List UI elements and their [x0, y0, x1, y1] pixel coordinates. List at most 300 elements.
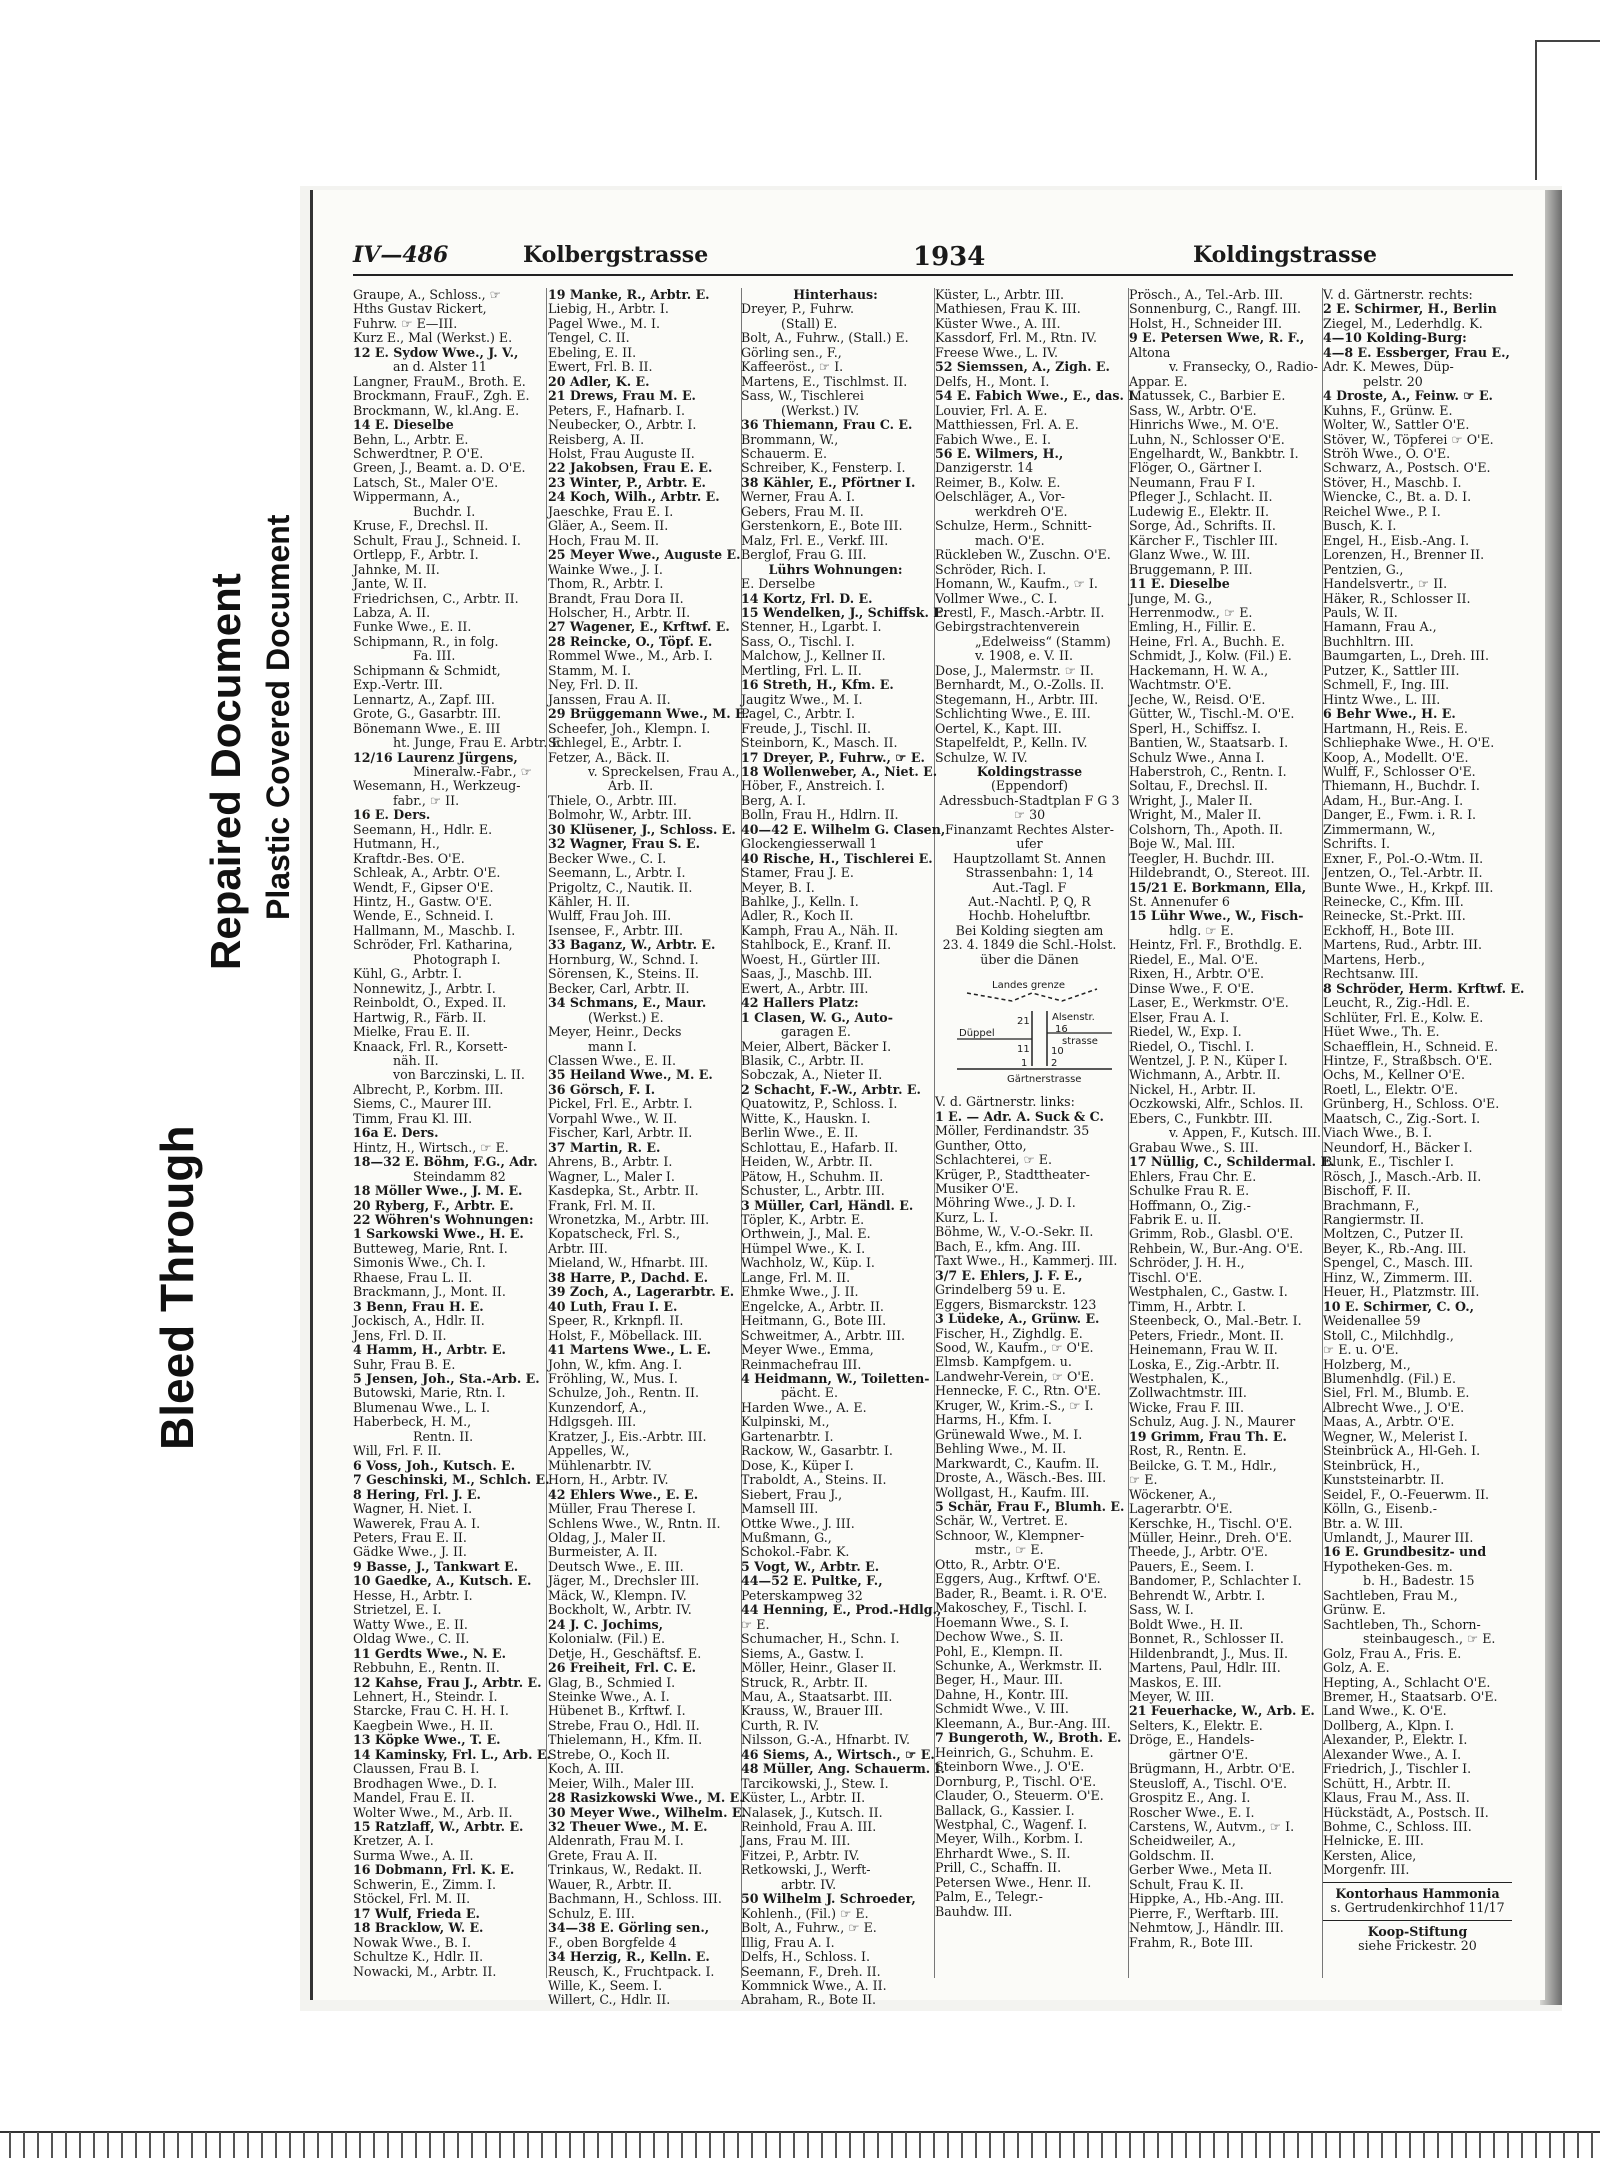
- directory-entry: Kuhns, F., Grünw. E.: [1323, 402, 1453, 418]
- right-street-title: Koldingstrasse: [1193, 242, 1377, 268]
- directory-entry: 23. 4. 1849 die Schl.-Holst.: [942, 937, 1117, 953]
- directory-entry: Langner, FrauM., Broth. E.: [353, 373, 526, 389]
- directory-entry: Pierre, F., Werftarb. III.: [1129, 1905, 1279, 1921]
- directory-entry: 48 Müller, Ang. Schauerm. I.: [741, 1761, 945, 1777]
- directory-entry: 35 Heiland Wwe., M. E.: [548, 1067, 713, 1083]
- directory-entry: b. H., Badestr. 15: [1363, 1573, 1475, 1589]
- directory-entry: Blumenau Wwe., L. I.: [353, 1399, 491, 1415]
- directory-entry: Fitzei, P., Arbtr. IV.: [741, 1847, 860, 1863]
- directory-entry: Mußmann, G.,: [741, 1529, 832, 1545]
- directory-entry: Holzberg, M.,: [1323, 1356, 1411, 1372]
- directory-entry: Oldag Wwe., C. II.: [353, 1631, 470, 1647]
- directory-entry: Rost, R., Rentn. E.: [1129, 1443, 1247, 1459]
- map-label: 16: [1055, 1024, 1068, 1036]
- directory-entry: Bahlke, J., Kelln. I.: [741, 894, 859, 910]
- directory-entry: Loska, E., Zig.-Arbtr. II.: [1129, 1356, 1280, 1372]
- directory-entry: Bader, R., Beamt. i. R. O'E.: [935, 1585, 1108, 1601]
- directory-entry: Green, J., Beamt. a. D. O'E.: [353, 460, 526, 476]
- directory-entry: Kaegbein Wwe., H. II.: [353, 1717, 494, 1733]
- directory-entry: Retkowski, J., Werft-: [741, 1862, 871, 1878]
- directory-entry: 20 Ryberg, F., Arbtr. E.: [353, 1197, 514, 1213]
- directory-entry: Westphalen, C., Gastw. I.: [1129, 1284, 1288, 1300]
- directory-entry: Rösch, J., Masch.-Arb. II.: [1323, 1168, 1482, 1184]
- directory-entry: Rommel Wwe., M., Arb. I.: [548, 648, 713, 664]
- directory-entry: Aut.-Tagl. F: [992, 879, 1067, 895]
- directory-entry: Fabrik E. u. II.: [1129, 1212, 1222, 1227]
- directory-entry: Aldenrath, Frau M. I.: [548, 1833, 684, 1849]
- directory-entry: Hinz, W., Zimmerm. III.: [1323, 1269, 1473, 1285]
- directory-entry: 3 Müller, Carl, Händl. E.: [741, 1197, 914, 1213]
- directory-entry: Pfleger J., Schlacht. II.: [1129, 489, 1273, 505]
- directory-entry: Stöckel, Frl. M. II.: [353, 1891, 471, 1907]
- directory-entry: Funke Wwe., E. II.: [353, 619, 472, 635]
- directory-entry: Meyer, W. III.: [1129, 1688, 1215, 1704]
- directory-entry: hdlg. ☞ E.: [1169, 922, 1234, 938]
- directory-entry: Seemann, H., Hdlr. E.: [353, 821, 493, 837]
- directory-entry: Schuster, L., Arbtr. III.: [741, 1183, 885, 1199]
- directory-entry: Mandel, Frau E. II.: [353, 1790, 475, 1806]
- directory-entry: Curth, R. IV.: [741, 1717, 820, 1733]
- directory-entry: Goldschm. II.: [1129, 1847, 1215, 1863]
- directory-entry: Holst, H., Schneider III.: [1129, 315, 1282, 331]
- directory-entry: Engelcke, A., Arbtr. II.: [741, 1298, 884, 1314]
- directory-entry: gärtner O'E.: [1169, 1746, 1249, 1762]
- directory-entry: Grote, G., Gasarbtr. III.: [353, 706, 502, 722]
- directory-entry: Bönemann Wwe., E. III: [353, 720, 501, 736]
- directory-entry: Wolter, W., Sattler O'E.: [1323, 417, 1470, 433]
- directory-entry: Exp.-Vertr. III.: [353, 677, 443, 693]
- directory-entry: Reinboldt, O., Exped. II.: [353, 995, 507, 1011]
- directory-entry: Laser, E., Werkmstr. O'E.: [1129, 995, 1289, 1011]
- directory-entry: 4—10 Kolding-Burg:: [1323, 330, 1467, 346]
- directory-entry: 30 Meyer Wwe., Wilhelm. E.: [548, 1804, 746, 1820]
- directory-entry: Blasik, C., Arbtr. II.: [741, 1053, 864, 1069]
- directory-entry: Wendt, F., Gipser O'E.: [353, 879, 494, 895]
- directory-entry: Bolmohr, W., Arbtr. III.: [548, 807, 692, 823]
- directory-entry: Behling Wwe., M. II.: [935, 1441, 1067, 1457]
- directory-entry: Kolonialw. (Fil.) E.: [548, 1631, 666, 1647]
- directory-entry: Heinemann, Frau W. II.: [1129, 1342, 1278, 1358]
- directory-entry: Droste, A., Wäsch.-Bes. III.: [935, 1470, 1107, 1486]
- directory-entry: Umlandt, J., Maurer III.: [1323, 1529, 1474, 1545]
- directory-entry: Viach Wwe., B. I.: [1323, 1125, 1433, 1141]
- directory-entry: Carstens, W., Autvm., ☞ I.: [1129, 1819, 1295, 1835]
- directory-entry: Mau, A., Staatsarbt. III.: [741, 1688, 893, 1704]
- directory-entry: Reinhold, Frau A. III.: [741, 1819, 877, 1835]
- directory-entry: Steusloff, A., Tischl. O'E.: [1129, 1775, 1288, 1791]
- directory-entry: Peters, Frau E. II.: [353, 1529, 467, 1545]
- directory-entry: Töpler, K., Arbtr. E.: [741, 1212, 865, 1227]
- directory-entry: Roscher Wwe., E. I.: [1129, 1804, 1255, 1820]
- directory-entry: Sobczak, A., Nieter II.: [741, 1067, 883, 1083]
- directory-entry: Aut.-Nachtl. P, Q, R: [968, 894, 1091, 910]
- directory-entry: Graupe, A., Schloss., ☞: [353, 287, 501, 302]
- directory-entry: Boldt Wwe., H. II.: [1129, 1616, 1244, 1632]
- directory-entry: fabr., ☞ II.: [393, 792, 460, 808]
- directory-entry: Rebbuhn, E., Rentn. II.: [353, 1660, 500, 1676]
- directory-entry: 26 Freiheit, Frl. C. E.: [548, 1660, 697, 1676]
- directory-entry: Sachtleben, Frau M.,: [1323, 1587, 1458, 1603]
- directory-entry: Morgenfr. III.: [1323, 1862, 1410, 1878]
- directory-entry: Hackemann, H. W. A.,: [1129, 662, 1269, 678]
- directory-entry: Scheidweiler, A.,: [1129, 1833, 1236, 1849]
- directory-entry: Schlüter, Frl. E., Kolw. E.: [1323, 1009, 1484, 1025]
- directory-entry: Delfs, H., Mont. I.: [935, 373, 1050, 389]
- directory-entry: Mieland, W., Hfnarbt. III.: [548, 1255, 709, 1271]
- vertical-labels: [130, 450, 300, 1450]
- directory-entry: ☞ E.: [1129, 1472, 1158, 1488]
- directory-entry: Peters, F., Hafnarb. I.: [548, 402, 685, 418]
- directory-entry: Rückleben W., Zuschn. O'E.: [935, 547, 1111, 563]
- directory-entry: Kunzendorf, A.,: [548, 1399, 647, 1415]
- directory-entry: 4 Droste, A., Feinw. ☞ E.: [1323, 388, 1493, 404]
- directory-entry: Schulze, Herm., Schnitt-: [935, 518, 1092, 534]
- directory-entry: Deutsch Wwe., E. III.: [548, 1558, 684, 1574]
- directory-entry: Ottke Wwe., J. III.: [741, 1515, 855, 1531]
- directory-entry: Siel, Frl. M., Blumb. E.: [1323, 1385, 1470, 1401]
- directory-entry: Hinrichs Wwe., M. O'E.: [1129, 417, 1279, 433]
- directory-entry: Wippermann, A.,: [353, 489, 461, 505]
- directory-entry: Schlachterei, ☞ E.: [935, 1152, 1053, 1168]
- directory-entry: Traboldt, A., Steins. II.: [741, 1472, 887, 1488]
- directory-entry: 15/21 E. Borkmann, Ella,: [1129, 879, 1307, 895]
- directory-entry: Buchdr. I.: [413, 503, 476, 519]
- directory-entry: Brandt, Frau Dora II.: [548, 590, 684, 606]
- directory-entry: 33 Baganz, W., Arbtr. E.: [548, 937, 716, 953]
- map-label: Landes grenze: [992, 980, 1066, 992]
- directory-entry: Ortlepp, F., Arbtr. I.: [353, 547, 479, 563]
- crop-mark: [1535, 40, 1537, 180]
- directory-entry: Finanzamt Rechtes Alster-: [944, 821, 1115, 837]
- directory-entry: Grospitz E., Ang. I.: [1129, 1790, 1251, 1806]
- directory-entry: Sass, O., Tischl. I.: [741, 633, 855, 649]
- directory-entry: Abraham, R., Bote II.: [741, 1992, 877, 2008]
- directory-entry: Brodhagen Wwe., D. I.: [353, 1775, 497, 1791]
- directory-entry: Steindamm 82: [413, 1168, 506, 1184]
- directory-entry: 3 Benn, Frau H. E.: [353, 1298, 484, 1314]
- directory-entry: 15 Ratzlaff, W., Arbtr. E.: [353, 1819, 524, 1835]
- directory-entry: Woest, H., Gürtler III.: [741, 951, 881, 967]
- directory-entry: Kassdorf, Frl. M., Rtn. IV.: [935, 330, 1097, 346]
- directory-entry: arbtr. IV.: [781, 1876, 837, 1892]
- directory-entry: Görling sen., F.,: [741, 344, 842, 360]
- directory-entry: ☞ 30: [1013, 807, 1046, 823]
- directory-entry: 7 Bungeroth, W., Broth. E.: [935, 1730, 1122, 1746]
- map-label: 11: [1017, 1044, 1030, 1056]
- directory-entry: Quatowitz, P., Schloss. I.: [741, 1096, 898, 1112]
- directory-page: [310, 190, 1545, 2008]
- directory-entry: Schipmann & Schmidt,: [353, 662, 501, 678]
- directory-entry: Brockmann, W., kl.Ang. E.: [353, 402, 520, 418]
- directory-entry: Mertling, Frl. L. II.: [741, 662, 862, 678]
- directory-entry: s. Gertrudenkirchhof 11/17: [1330, 1900, 1505, 1916]
- directory-entry: 25 Meyer Wwe., Auguste E.: [548, 547, 741, 563]
- directory-entry: Stoll, C., Milchhdlg.,: [1323, 1327, 1454, 1343]
- directory-entry: Soltau, F., Drechsl. II.: [1129, 778, 1268, 794]
- directory-entry: Schliephake Wwe., H. O'E.: [1323, 735, 1495, 751]
- directory-entry: Scheefer, Joh., Klempn. I.: [548, 720, 711, 736]
- directory-entry: Hths Gustav Rickert,: [353, 301, 487, 317]
- directory-entry: Schulke Frau R. E.: [1129, 1183, 1250, 1199]
- directory-entry: Horn, H., Arbtr. IV.: [548, 1472, 669, 1488]
- directory-entry: Schulze, W. IV.: [935, 749, 1028, 765]
- directory-entry: Martens, Rud., Arbtr. III.: [1323, 937, 1482, 953]
- directory-entry: Werner, Frau A. I.: [741, 489, 856, 505]
- directory-entry: Matthiessen, Frl. A. E.: [935, 417, 1079, 433]
- directory-entry: Schunke, A., Werkmstr. II.: [935, 1657, 1103, 1673]
- directory-entry: 40 Rische, H., Tischlerei E.: [741, 850, 933, 866]
- directory-entry: Ahrens, B., Arbtr. I.: [548, 1154, 673, 1170]
- directory-entry: Tischl. O'E.: [1129, 1269, 1203, 1285]
- directory-entry: Kommnick Wwe., A. II.: [741, 1978, 887, 1994]
- directory-entry: Albrecht, P., Korbm. III.: [353, 1081, 504, 1097]
- directory-entry: Wende, E., Schneid. I.: [353, 908, 494, 924]
- directory-entry: Grünberg, H., Schloss. O'E.: [1323, 1096, 1500, 1112]
- directory-entry: Thielemann, H., Kfm. II.: [548, 1732, 703, 1748]
- directory-entry: Bonnet, R., Schlosser II.: [1129, 1631, 1284, 1647]
- directory-entry: Hdlgsgeh. III.: [548, 1414, 637, 1430]
- directory-entry: 44 Henning, E., Prod.-Hdlg.,: [741, 1602, 942, 1618]
- directory-entry: Schwarz, A., Postsch. O'E.: [1323, 460, 1491, 476]
- directory-entry: Kurz, L. I.: [935, 1209, 999, 1225]
- directory-entry: Lehnert, H., Steindr. I.: [353, 1688, 498, 1704]
- map-label: 10: [1051, 1046, 1064, 1058]
- directory-entry: Nowak Wwe., B. I.: [353, 1934, 471, 1950]
- directory-entry: 6 Voss, Joh., Kutsch. E.: [353, 1457, 516, 1473]
- directory-entry: Liebig, H., Arbtr. I.: [548, 301, 669, 317]
- directory-entry: Wawerek, Frau A. I.: [353, 1515, 481, 1531]
- directory-entry: Surma Wwe., A. II.: [353, 1847, 474, 1863]
- directory-entry: Elmsb. Kampfgem. u.: [935, 1354, 1072, 1370]
- directory-entry: Küster Wwe., A. III.: [935, 315, 1061, 331]
- directory-entry: Holst, F., Möbellack. III.: [548, 1327, 703, 1343]
- directory-entry: Vorpahl Wwe., W. II.: [548, 1110, 678, 1126]
- directory-entry: Otto, R., Arbtr. O'E.: [935, 1556, 1061, 1572]
- directory-entry: 50 Wilhelm J. Schroeder,: [741, 1891, 916, 1907]
- directory-entry: Heinrich, G., Schuhm. E.: [935, 1744, 1094, 1760]
- directory-entry: 8 Hering, Frl. J. E.: [353, 1486, 481, 1502]
- directory-entry: Schipmann, R., in folg.: [353, 633, 499, 649]
- directory-entry: Petersen Wwe., Henr. II.: [935, 1874, 1092, 1890]
- directory-entry: Hildenbrandt, J., Mus. II.: [1129, 1645, 1289, 1661]
- directory-entry: Ehmke Wwe., J. II.: [741, 1284, 859, 1300]
- directory-entry: 5 Vogt, W., Arbtr. E.: [741, 1558, 880, 1574]
- directory-column-4: [935, 287, 1139, 1978]
- directory-entry: 17 Dreyer, P., Fuhrw., ☞ E.: [741, 749, 925, 765]
- directory-entry: 16 Dobmann, Frl. K. E.: [353, 1862, 515, 1878]
- directory-entry: 22 Jakobsen, Frau E. E.: [548, 460, 713, 476]
- directory-entry: Knaack, Frl. R., Korsett-: [353, 1038, 508, 1054]
- bleed-through-label: Bleed Through: [151, 1125, 203, 1450]
- directory-entry: Wachholz, W., Küp. I.: [741, 1255, 875, 1271]
- directory-entry: 40 Luth, Frau I. E.: [548, 1298, 678, 1314]
- directory-entry: ht. Junge, Frau E. Arbtr. E.: [393, 735, 565, 751]
- directory-entry: Dornburg, P., Tischl. O'E.: [935, 1773, 1097, 1789]
- directory-entry: ☞ E.: [741, 1616, 770, 1632]
- directory-entry: 36 Thiemann, Frau C. E.: [741, 417, 913, 433]
- directory-entry: Steinbrück A., Hl-Geh. I.: [1323, 1443, 1481, 1459]
- directory-entry: Golz, A. E.: [1323, 1660, 1390, 1676]
- directory-entry: V. d. Gärtnerstr. rechts:: [1323, 287, 1473, 302]
- directory-entry: Butteweg, Marie, Rnt. I.: [353, 1240, 508, 1256]
- directory-entry: Nilsson, G.-A., Hfnarbt. IV.: [741, 1732, 910, 1748]
- directory-entry: Gunther, Otto,: [935, 1137, 1027, 1153]
- directory-entry: Sörensen, K., Steins. II.: [548, 966, 699, 982]
- directory-entry: Müller, Heinr., Dreh. O'E.: [1129, 1529, 1293, 1545]
- directory-entry: an d. Alster 11: [393, 359, 487, 375]
- directory-entry: Thiele, O., Arbtr. III.: [548, 792, 677, 808]
- directory-entry: Brachmann, F.,: [1323, 1197, 1420, 1213]
- directory-entry: Schütt, H., Arbtr. II.: [1323, 1775, 1451, 1791]
- directory-entry: Kärcher F., Tischler III.: [1129, 532, 1278, 548]
- directory-entry: Kunststeinarbtr. II.: [1323, 1472, 1445, 1488]
- directory-entry: 16 E. Grundbesitz- und: [1323, 1544, 1487, 1560]
- directory-entry: Meyer Wwe., Emma,: [741, 1342, 874, 1358]
- directory-entry: 4 Heidmann, W., Toiletten-: [741, 1370, 930, 1386]
- directory-entry: Meyer, Wilh., Korbm. I.: [935, 1831, 1084, 1847]
- directory-entry: Sass, W. I.: [1129, 1602, 1194, 1618]
- directory-entry: Pagel Wwe., M. I.: [548, 315, 661, 331]
- directory-entry: Burmeister, A. II.: [548, 1544, 658, 1560]
- directory-entry: Martens, Paul, Hdlr. III.: [1129, 1660, 1281, 1676]
- directory-entry: Gebirgstrachtenverein: [935, 619, 1080, 635]
- directory-entry: Bach, E., kfm. Ang. III.: [935, 1238, 1081, 1254]
- directory-entry: 4 Hamm, H., Arbtr. E.: [353, 1342, 506, 1358]
- directory-entry: Schlegel, E., Arbtr. I.: [548, 735, 682, 751]
- directory-entry: Grabau Wwe., S. III.: [1129, 1139, 1259, 1155]
- directory-entry: Bohme, C., Schloss. III.: [1323, 1819, 1472, 1835]
- directory-entry: Martens, E., Tischlmst. II.: [741, 373, 908, 389]
- directory-entry: Harden Wwe., A. E.: [741, 1399, 867, 1415]
- directory-entry: F., oben Borgfelde 4: [548, 1934, 677, 1950]
- directory-entry: Bremer, H., Staatsarb. O'E.: [1323, 1688, 1498, 1704]
- directory-entry: Hutmann, H.,: [353, 836, 440, 852]
- directory-entry: 18 Wollenweber, A., Niet. E.: [741, 763, 938, 779]
- directory-entry: Hippke, A., Hb.-Ang. III.: [1129, 1891, 1284, 1907]
- directory-entry: Schleak, A., Arbtr. O'E.: [353, 865, 501, 881]
- directory-entry: E. Derselbe: [741, 576, 816, 592]
- directory-entry: St. Annenufer 6: [1129, 894, 1230, 910]
- directory-entry: Küster, L., Arbtr. III.: [935, 287, 1065, 302]
- directory-entry: Steenbeck, O., Mal.-Betr. I.: [1129, 1313, 1302, 1329]
- directory-entry: Wright, M., Maler II.: [1129, 807, 1262, 823]
- directory-entry: Hüet Wwe., Th. E.: [1323, 1024, 1440, 1040]
- directory-entry: Pauls, W. II.: [1323, 604, 1398, 620]
- directory-entry: Prestl, F., Masch.-Arbtr. II.: [935, 604, 1105, 620]
- directory-entry: Glockengiesserwall 1: [741, 836, 878, 852]
- directory-entry: Oelschläger, A., Vor-: [935, 489, 1066, 505]
- directory-entry: 17 Wulf, Frieda E.: [353, 1905, 480, 1921]
- directory-entry: Kölln, G., Eisenb.-: [1323, 1501, 1438, 1517]
- directory-entry: Wesemann, H., Werkzeug-: [353, 778, 521, 794]
- directory-entry: Stegemann, H., Arbtr. III.: [935, 691, 1099, 707]
- directory-entry: Grimm, Rob., Glasbl. O'E.: [1129, 1226, 1294, 1242]
- directory-entry: Engelhardt, W., Bankbtr. I.: [1129, 445, 1299, 461]
- directory-entry: Timm, Frau Kl. III.: [353, 1110, 473, 1126]
- directory-entry: Strassenbahn: 1, 14: [965, 865, 1094, 881]
- directory-entry: 9 Basse, J., Tankwart E.: [353, 1558, 519, 1574]
- directory-entry: Homann, W., Kaufm., ☞ I.: [935, 576, 1098, 592]
- directory-entry: Wagner, H. Niet. I.: [353, 1501, 473, 1517]
- directory-entry: Elser, Frau A. I.: [1129, 1009, 1230, 1025]
- directory-entry: 7 Geschinski, M., Schlch. E.: [353, 1472, 550, 1488]
- directory-entry: Berlin Wwe., E. II.: [741, 1125, 859, 1141]
- directory-columns: [353, 287, 1525, 2008]
- directory-entry: 46 Siems, A., Wirtsch., ☞ E.: [741, 1746, 935, 1762]
- directory-entry: Wichmann, A., Arbtr. II.: [1129, 1067, 1281, 1083]
- plastic-covered-label: Plastic Covered Document: [260, 514, 296, 920]
- directory-entry: Jaeschke, Frau E. I.: [548, 503, 674, 519]
- directory-entry: Koop-Stiftung: [1367, 1923, 1468, 1939]
- directory-entry: Adler, R., Koch II.: [741, 908, 854, 924]
- directory-entry: 37 Martin, R. E.: [548, 1139, 661, 1155]
- directory-entry: Luhn, N., Schlosser O'E.: [1129, 431, 1285, 447]
- directory-entry: Heine, Frl. A., Buchh. E.: [1129, 633, 1285, 649]
- directory-entry: Martens, Herb.,: [1323, 951, 1426, 967]
- directory-entry: Fetzer, A., Bäck. II.: [548, 749, 670, 765]
- directory-column-3: [741, 287, 948, 2008]
- directory-entry: v. 1908, e. V. II.: [975, 648, 1073, 664]
- directory-entry: „Edelweiss“ (Stamm): [975, 633, 1111, 649]
- directory-entry: 16 Streth, H., Kfm. E.: [741, 677, 894, 693]
- directory-entry: 15 Wendelken, J., Schiffsk. E.: [741, 604, 948, 620]
- directory-entry: Bockholt, W., Arbtr. IV.: [548, 1602, 692, 1618]
- directory-entry: Kruse, F., Drechsl. II.: [353, 518, 489, 534]
- repaired-document-label: Repaired Document: [202, 573, 249, 970]
- directory-entry: Friedrich, J., Tischler I.: [1323, 1761, 1472, 1777]
- directory-entry: Adressbuch-Stadtplan F G 3: [939, 792, 1120, 808]
- directory-entry: 21 Feuerhacke, W., Arb. E.: [1129, 1703, 1315, 1719]
- directory-entry: Fuhrw. ☞ E—III.: [353, 315, 458, 331]
- directory-entry: Freese Wwe., L. IV.: [935, 344, 1059, 360]
- directory-entry: Tarcikowski, J., Stew. I.: [741, 1775, 889, 1791]
- directory-entry: 38 Harre, P., Dachd. E.: [548, 1269, 709, 1285]
- page-header: [353, 240, 1513, 276]
- directory-entry: Lorenzen, H., Brenner II.: [1323, 547, 1485, 563]
- directory-entry: Fabich Wwe., E. I.: [935, 431, 1052, 447]
- directory-entry: 34 Schmans, E., Maur.: [548, 995, 707, 1011]
- directory-entry: Hochb. Hoheluftbr.: [968, 908, 1091, 924]
- directory-entry: Emling, H., Fillir. E.: [1129, 619, 1257, 635]
- directory-entry: Pauers, E., Seem. I.: [1129, 1558, 1255, 1574]
- directory-entry: Schulz Wwe., Anna I.: [1129, 749, 1265, 765]
- directory-entry: von Barczinski, L. II.: [393, 1067, 525, 1083]
- directory-entry: Stöver, H., Maschb. I.: [1323, 474, 1462, 490]
- directory-entry: Thiemann, H., Buchdr. I.: [1323, 778, 1480, 794]
- directory-entry: Friedrichsen, C., Arbtr. II.: [353, 590, 519, 606]
- directory-entry: Hallmann, M., Maschb. I.: [353, 922, 516, 938]
- directory-entry: Schokol.-Fabr. K.: [741, 1544, 850, 1560]
- directory-entry: Grünewald Wwe., M. I.: [935, 1426, 1083, 1442]
- directory-entry: Nehmtow, J., Händlr. III.: [1129, 1920, 1284, 1936]
- directory-entry: Watty Wwe., E. II.: [353, 1616, 468, 1632]
- directory-entry: Möhring Wwe., J. D. I.: [935, 1195, 1076, 1211]
- directory-entry: 27 Wagener, E., Krftwf. E.: [548, 619, 730, 635]
- directory-entry: Wagner, L., Maler I.: [548, 1168, 675, 1184]
- directory-entry: Krüger, P., Stadttheater-: [935, 1166, 1090, 1182]
- directory-entry: Hintz Wwe., L. III.: [1323, 691, 1441, 707]
- directory-entry: Wollgast, H., Kaufm. III.: [935, 1484, 1090, 1500]
- directory-entry: Bernhardt, M., O.-Zolls. II.: [935, 677, 1105, 693]
- directory-entry: Becker Wwe., C. I.: [548, 850, 667, 866]
- directory-entry: Kerschke, H., Tischl. O'E.: [1129, 1515, 1293, 1531]
- directory-entry: 14 Kaminsky, Frl. L., Arb. E.: [353, 1746, 551, 1762]
- directory-entry: Hornburg, W., Schnd. I.: [548, 951, 699, 967]
- directory-entry: Küster, L., Arbtr. II.: [741, 1790, 866, 1806]
- directory-entry: Schnoor, W., Klempner-: [935, 1527, 1085, 1543]
- directory-entry: Frahm, R., Bote III.: [1129, 1934, 1254, 1950]
- directory-entry: Dose, J., Malermstr. ☞ II.: [935, 662, 1094, 678]
